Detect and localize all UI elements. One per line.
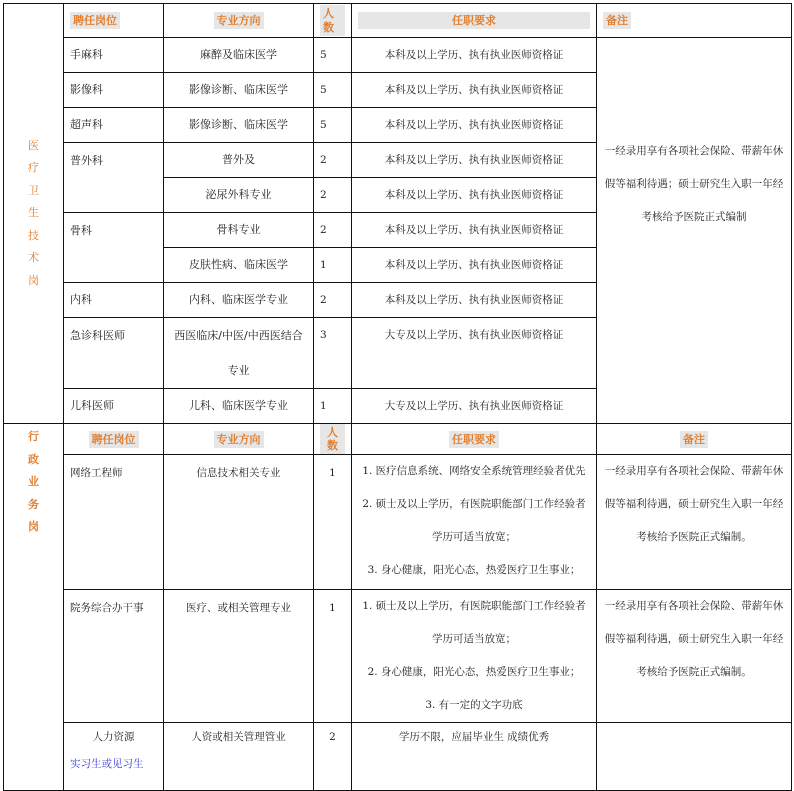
category-char: 生 bbox=[28, 206, 39, 220]
requirement-cell: 本科及以上学历、执有执业医师资格证 bbox=[352, 143, 597, 178]
section2-header-row bbox=[4, 424, 792, 455]
table-row bbox=[4, 38, 792, 73]
table-row bbox=[4, 723, 792, 791]
count-cell: 2 bbox=[314, 178, 352, 213]
major-cell: 骨科专业 bbox=[164, 213, 314, 248]
requirement-line: 3. 有一定的文字功底 bbox=[425, 699, 523, 712]
category-char: 技 bbox=[28, 228, 39, 242]
header-requirement: 任职要求 bbox=[352, 424, 597, 455]
requirement-line: 1. 硕士及以上学历，有医院职能部门工作经验者学历可适当放宽； bbox=[362, 600, 586, 646]
note-text: 一经录用享有各项社会保险、带薪年休假等福利待遇，硕士研究生入职一年经考核给予医院正式编制。 bbox=[604, 465, 784, 544]
requirement-line: 1. 医疗信息系统、网络安全系统管理经验者优先 bbox=[362, 465, 586, 478]
note-text: 一经录用享有各项社会保险、带薪年休假等福利待遇，硕士研究生入职一年经考核给予医院正式编制。 bbox=[604, 600, 784, 679]
count-cell: 1 bbox=[314, 590, 352, 723]
category-char: 医 bbox=[28, 138, 39, 152]
major-cell: 内科、临床医学专业 bbox=[164, 283, 314, 318]
section1-note-cell bbox=[597, 38, 792, 424]
requirement-cell: 本科及以上学历、执有执业医师资格证 bbox=[352, 73, 597, 108]
header-count: 人数 bbox=[314, 424, 352, 455]
major-cell: 西医临床/中医/中西医结合专业 bbox=[164, 318, 314, 389]
header-note: 备注 bbox=[597, 424, 792, 455]
major-cell: 信息技术相关专业 bbox=[164, 455, 314, 590]
position-cell: 影像科 bbox=[64, 73, 164, 108]
requirement-cell: 本科及以上学历、执有执业医师资格证 bbox=[352, 213, 597, 248]
major-cell: 人资或相关管理管业 bbox=[164, 723, 314, 791]
count-cell: 5 bbox=[314, 108, 352, 143]
position-cell: 手麻科 bbox=[64, 38, 164, 73]
major-cell: 影像诊断、临床医学 bbox=[164, 73, 314, 108]
category-char: 业 bbox=[28, 475, 39, 489]
category-char: 术 bbox=[28, 251, 39, 265]
count-cell: 2 bbox=[314, 723, 352, 791]
requirement-cell: 大专及以上学历、执有执业医师资格证 bbox=[352, 389, 597, 424]
category-char: 卫 bbox=[28, 183, 39, 197]
major-cell: 皮肤性病、临床医学 bbox=[164, 248, 314, 283]
requirement-line: 2. 硕士及以上学历，有医院职能部门工作经验者学历可适当放宽； bbox=[362, 498, 586, 544]
section1-header-row bbox=[4, 4, 792, 38]
recruitment-table bbox=[3, 3, 792, 791]
note-text: 一经录用享有各项社会保险、带薪年休假等福利待遇；硕士研究生入职一年经考核给予医院正式编制 bbox=[604, 145, 784, 223]
position-cell: 网络工程师 bbox=[64, 455, 164, 590]
category-char: 务 bbox=[28, 497, 39, 511]
category-char: 岗 bbox=[28, 520, 39, 534]
requirement-cell: 本科及以上学历、执有执业医师资格证 bbox=[352, 248, 597, 283]
note-cell bbox=[597, 723, 792, 791]
requirement-line: 3. 身心健康，阳光心态，热爱医疗卫生事业； bbox=[367, 564, 581, 577]
table-row bbox=[4, 455, 792, 590]
position-cell: 急诊科医师 bbox=[64, 318, 164, 389]
count-cell: 2 bbox=[314, 143, 352, 178]
header-position: 聘任岗位 bbox=[64, 424, 164, 455]
position-cell: 超声科 bbox=[64, 108, 164, 143]
major-cell: 普外及 bbox=[164, 143, 314, 178]
requirement-cell: 学历不限，应届毕业生 成绩优秀 bbox=[352, 723, 597, 791]
section2-category-cell bbox=[4, 424, 64, 791]
major-cell: 麻醉及临床医学 bbox=[164, 38, 314, 73]
requirement-line: 2. 身心健康，阳光心态，热爱医疗卫生事业； bbox=[367, 666, 581, 679]
requirement-cell bbox=[352, 590, 597, 723]
position-cell: 骨科 bbox=[64, 213, 164, 283]
table-row bbox=[4, 590, 792, 723]
position-cell: 儿科医师 bbox=[64, 389, 164, 424]
position-cell: 普外科 bbox=[64, 143, 164, 213]
count-cell: 3 bbox=[314, 318, 352, 389]
requirement-cell: 大专及以上学历、执有执业医师资格证 bbox=[352, 318, 597, 389]
section1-category-cell bbox=[4, 4, 64, 424]
position-cell bbox=[64, 723, 164, 791]
note-cell bbox=[597, 590, 792, 723]
requirement-cell: 本科及以上学历、执有执业医师资格证 bbox=[352, 178, 597, 213]
major-cell: 儿科、临床医学专业 bbox=[164, 389, 314, 424]
count-cell: 1 bbox=[314, 455, 352, 590]
count-cell: 2 bbox=[314, 213, 352, 248]
header-note: 备注 bbox=[597, 4, 792, 38]
header-position: 聘任岗位 bbox=[64, 4, 164, 38]
count-cell: 5 bbox=[314, 38, 352, 73]
count-cell: 1 bbox=[314, 248, 352, 283]
category-char: 行 bbox=[28, 430, 39, 443]
count-cell: 5 bbox=[314, 73, 352, 108]
major-cell: 医疗、或相关管理专业 bbox=[164, 590, 314, 723]
position-cell: 内科 bbox=[64, 283, 164, 318]
note-cell bbox=[597, 455, 792, 590]
header-count: 人数 bbox=[314, 4, 352, 38]
header-major: 专业方向 bbox=[164, 424, 314, 455]
position-text: 人力资源 bbox=[92, 731, 135, 744]
count-cell: 2 bbox=[314, 283, 352, 318]
header-major: 专业方向 bbox=[164, 4, 314, 38]
position-cell: 院务综合办干事 bbox=[64, 590, 164, 723]
requirement-cell: 本科及以上学历、执有执业医师资格证 bbox=[352, 38, 597, 73]
category-char: 岗 bbox=[28, 273, 39, 287]
category-char: 疗 bbox=[28, 161, 39, 175]
header-requirement: 任职要求 bbox=[352, 4, 597, 38]
position-subtext: 实习生或见习生 bbox=[70, 757, 144, 770]
major-cell: 泌尿外科专业 bbox=[164, 178, 314, 213]
major-cell: 影像诊断、临床医学 bbox=[164, 108, 314, 143]
category-char: 政 bbox=[28, 452, 39, 466]
requirement-cell: 本科及以上学历、执有执业医师资格证 bbox=[352, 108, 597, 143]
requirement-cell bbox=[352, 455, 597, 590]
count-cell: 1 bbox=[314, 389, 352, 424]
requirement-cell: 本科及以上学历、执有执业医师资格证 bbox=[352, 283, 597, 318]
